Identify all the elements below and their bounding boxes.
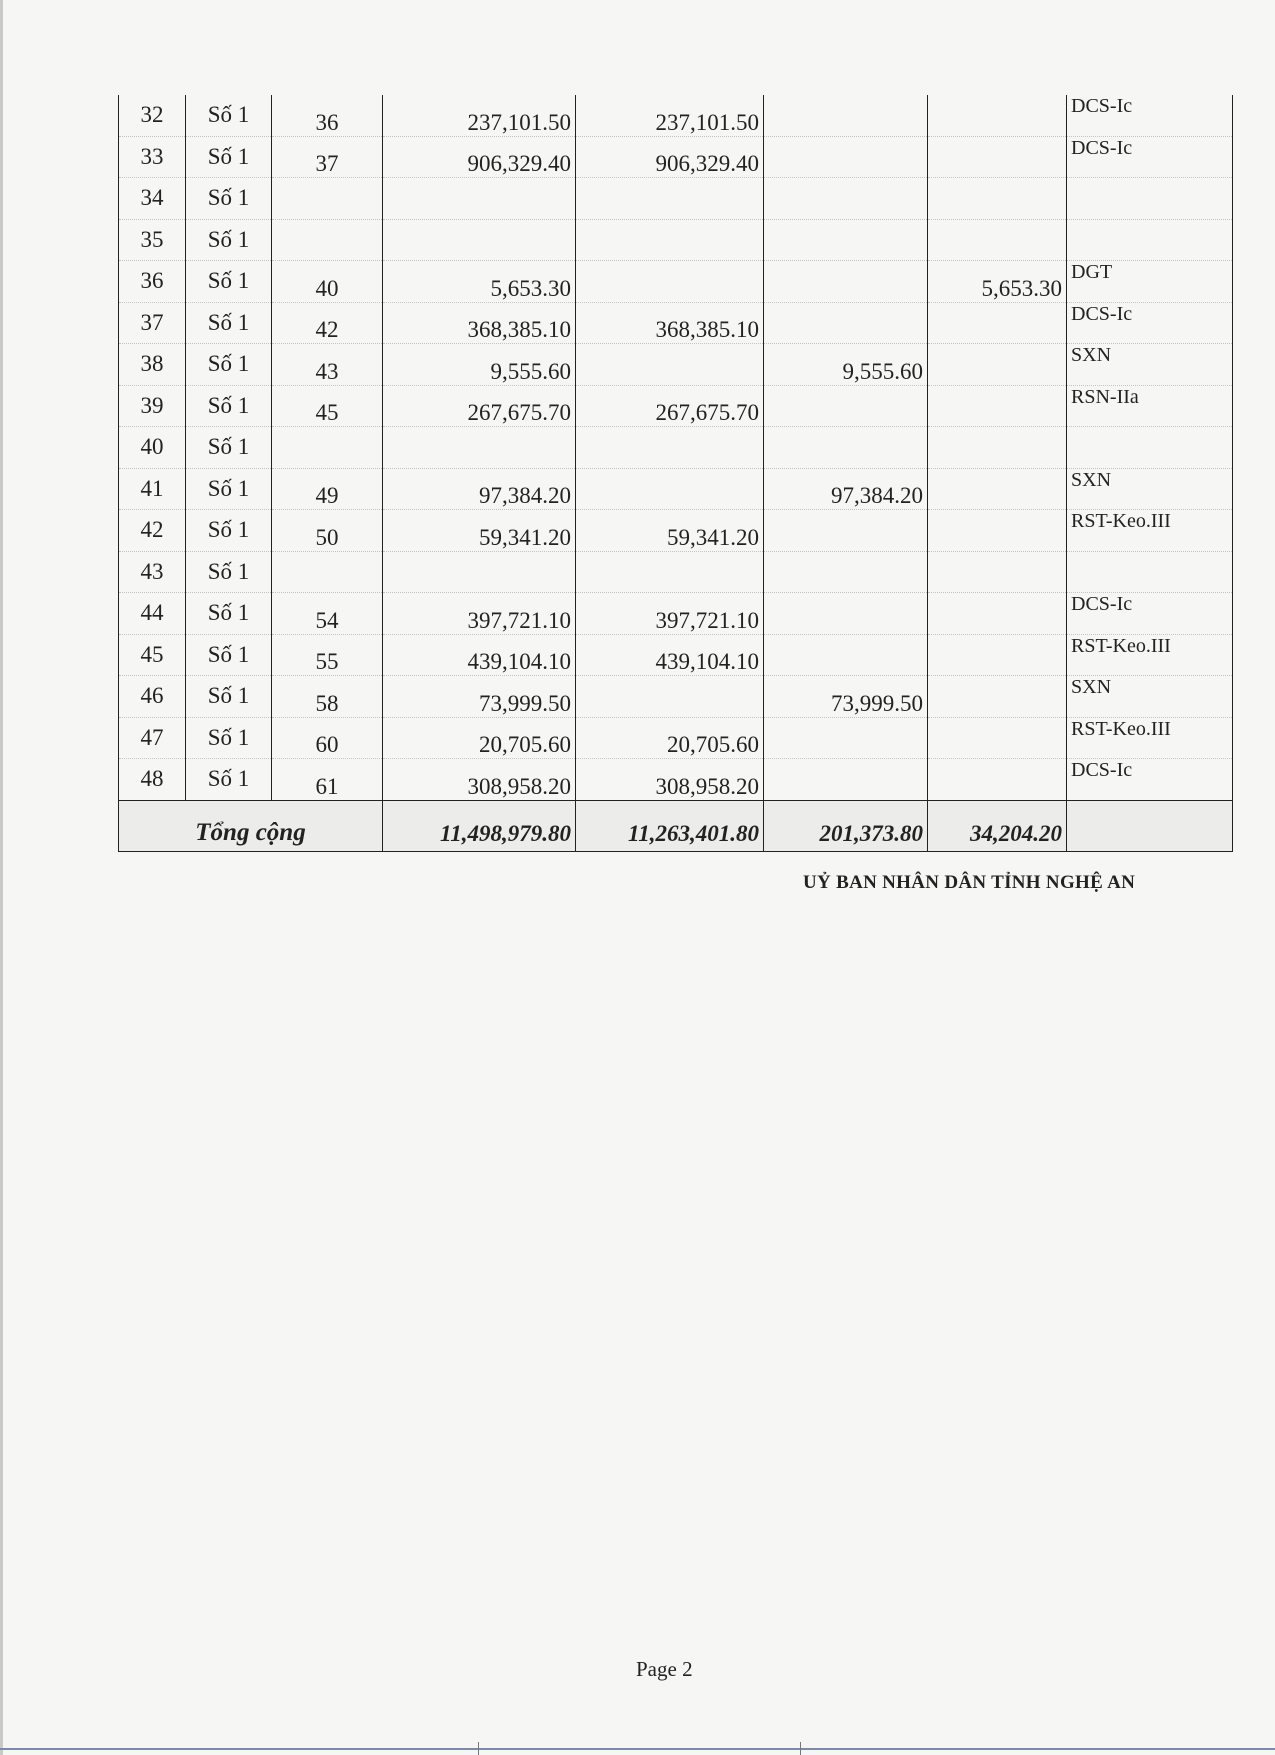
row-code: SXN xyxy=(1067,344,1233,386)
row-col-a: 267,675.70 xyxy=(576,385,764,427)
table-row xyxy=(119,468,1233,510)
row-thua: 58 xyxy=(272,676,383,718)
row-to: Số 1 xyxy=(186,136,272,178)
row-stt: 47 xyxy=(119,717,186,759)
row-col-b xyxy=(764,593,928,635)
row-thua: 55 xyxy=(272,634,383,676)
table-row xyxy=(119,344,1233,386)
total-area: 11,498,979.80 xyxy=(383,800,576,851)
table-row xyxy=(119,136,1233,178)
row-col-b xyxy=(764,759,928,801)
row-total-area: 368,385.10 xyxy=(383,302,576,344)
bottom-tick xyxy=(478,1742,479,1755)
row-total-area: 308,958.20 xyxy=(383,759,576,801)
row-col-a xyxy=(576,219,764,261)
row-total-area xyxy=(383,427,576,469)
row-code xyxy=(1067,178,1233,220)
row-code: DCS-Ic xyxy=(1067,302,1233,344)
total-col-c: 34,204.20 xyxy=(928,800,1067,851)
signature-authority: UỶ BAN NHÂN DÂN TỈNH NGHỆ AN xyxy=(803,872,1136,893)
row-stt: 34 xyxy=(119,178,186,220)
row-code xyxy=(1067,427,1233,469)
row-stt: 40 xyxy=(119,427,186,469)
row-col-b: 97,384.20 xyxy=(764,468,928,510)
row-total-area: 9,555.60 xyxy=(383,344,576,386)
row-total-area: 20,705.60 xyxy=(383,717,576,759)
row-to: Số 1 xyxy=(186,717,272,759)
row-col-c xyxy=(928,551,1067,593)
row-col-c xyxy=(928,759,1067,801)
row-stt: 48 xyxy=(119,759,186,801)
table-row xyxy=(119,261,1233,303)
table-row xyxy=(119,95,1233,136)
row-to: Số 1 xyxy=(186,178,272,220)
row-stt: 38 xyxy=(119,344,186,386)
table-row xyxy=(119,510,1233,552)
row-to: Số 1 xyxy=(186,219,272,261)
row-col-a: 397,721.10 xyxy=(576,593,764,635)
total-row xyxy=(119,800,1233,851)
row-col-b xyxy=(764,717,928,759)
total-col-a: 11,263,401.80 xyxy=(576,800,764,851)
row-thua: 60 xyxy=(272,717,383,759)
table-row xyxy=(119,634,1233,676)
row-code xyxy=(1067,551,1233,593)
table-row xyxy=(119,717,1233,759)
row-col-a: 20,705.60 xyxy=(576,717,764,759)
row-stt: 46 xyxy=(119,676,186,718)
row-col-a xyxy=(576,261,764,303)
row-col-b xyxy=(764,178,928,220)
row-code: SXN xyxy=(1067,676,1233,718)
row-to: Số 1 xyxy=(186,302,272,344)
row-col-a xyxy=(576,178,764,220)
row-to: Số 1 xyxy=(186,344,272,386)
bottom-rule xyxy=(0,1748,1275,1750)
row-col-a xyxy=(576,676,764,718)
table-body xyxy=(119,95,1233,800)
row-thua xyxy=(272,427,383,469)
row-to: Số 1 xyxy=(186,634,272,676)
total-col-b: 201,373.80 xyxy=(764,800,928,851)
row-col-c xyxy=(928,219,1067,261)
row-col-c xyxy=(928,178,1067,220)
row-col-a xyxy=(576,468,764,510)
row-col-c xyxy=(928,136,1067,178)
row-thua: 43 xyxy=(272,344,383,386)
table-row xyxy=(119,676,1233,718)
row-code xyxy=(1067,219,1233,261)
row-stt: 45 xyxy=(119,634,186,676)
row-col-b xyxy=(764,219,928,261)
row-col-a xyxy=(576,427,764,469)
row-thua xyxy=(272,551,383,593)
row-col-b: 73,999.50 xyxy=(764,676,928,718)
row-to: Số 1 xyxy=(186,593,272,635)
row-col-a: 906,329.40 xyxy=(576,136,764,178)
row-thua: 45 xyxy=(272,385,383,427)
row-to: Số 1 xyxy=(186,551,272,593)
row-to: Số 1 xyxy=(186,427,272,469)
row-thua xyxy=(272,219,383,261)
row-col-b xyxy=(764,427,928,469)
row-col-b xyxy=(764,95,928,136)
row-code: RST-Keo.III xyxy=(1067,510,1233,552)
page-number: Page 2 xyxy=(636,1657,693,1681)
row-thua: 42 xyxy=(272,302,383,344)
row-code: DCS-Ic xyxy=(1067,136,1233,178)
row-thua: 54 xyxy=(272,593,383,635)
row-col-b xyxy=(764,551,928,593)
row-col-b xyxy=(764,302,928,344)
row-total-area xyxy=(383,178,576,220)
row-col-c xyxy=(928,385,1067,427)
row-col-b: 9,555.60 xyxy=(764,344,928,386)
bottom-tick xyxy=(800,1742,801,1755)
row-total-area xyxy=(383,551,576,593)
row-total-area: 906,329.40 xyxy=(383,136,576,178)
row-stt: 33 xyxy=(119,136,186,178)
row-col-a: 308,958.20 xyxy=(576,759,764,801)
row-to: Số 1 xyxy=(186,759,272,801)
table-row xyxy=(119,385,1233,427)
row-to: Số 1 xyxy=(186,676,272,718)
table-row xyxy=(119,427,1233,469)
table-row xyxy=(119,593,1233,635)
row-stt: 35 xyxy=(119,219,186,261)
row-col-c xyxy=(928,344,1067,386)
row-total-area xyxy=(383,219,576,261)
row-to: Số 1 xyxy=(186,261,272,303)
row-stt: 32 xyxy=(119,95,186,136)
row-code: DGT xyxy=(1067,261,1233,303)
row-to: Số 1 xyxy=(186,510,272,552)
row-thua: 36 xyxy=(272,95,383,136)
row-total-area: 397,721.10 xyxy=(383,593,576,635)
row-col-a xyxy=(576,344,764,386)
row-to: Số 1 xyxy=(186,95,272,136)
row-col-a: 237,101.50 xyxy=(576,95,764,136)
row-col-a: 59,341.20 xyxy=(576,510,764,552)
row-total-area: 59,341.20 xyxy=(383,510,576,552)
row-stt: 37 xyxy=(119,302,186,344)
row-col-a: 439,104.10 xyxy=(576,634,764,676)
row-col-c: 5,653.30 xyxy=(928,261,1067,303)
table-row xyxy=(119,178,1233,220)
scan-edge xyxy=(0,0,3,1755)
row-code: RSN-IIa xyxy=(1067,385,1233,427)
row-total-area: 237,101.50 xyxy=(383,95,576,136)
row-col-c xyxy=(928,717,1067,759)
row-total-area: 5,653.30 xyxy=(383,261,576,303)
row-to: Số 1 xyxy=(186,468,272,510)
row-stt: 44 xyxy=(119,593,186,635)
total-label: Tổng cộng xyxy=(119,800,383,851)
row-col-c xyxy=(928,302,1067,344)
row-col-c xyxy=(928,510,1067,552)
row-code: SXN xyxy=(1067,468,1233,510)
row-code: DCS-Ic xyxy=(1067,95,1233,136)
row-stt: 36 xyxy=(119,261,186,303)
row-code: DCS-Ic xyxy=(1067,593,1233,635)
row-stt: 43 xyxy=(119,551,186,593)
row-col-b xyxy=(764,634,928,676)
row-to: Số 1 xyxy=(186,385,272,427)
table-row xyxy=(119,759,1233,801)
row-col-c xyxy=(928,468,1067,510)
row-thua: 40 xyxy=(272,261,383,303)
table-row xyxy=(119,302,1233,344)
row-code: RST-Keo.III xyxy=(1067,717,1233,759)
row-col-a xyxy=(576,551,764,593)
row-stt: 39 xyxy=(119,385,186,427)
row-col-b xyxy=(764,261,928,303)
row-total-area: 267,675.70 xyxy=(383,385,576,427)
row-total-area: 97,384.20 xyxy=(383,468,576,510)
row-thua: 61 xyxy=(272,759,383,801)
table-row xyxy=(119,551,1233,593)
row-col-b xyxy=(764,510,928,552)
row-col-c xyxy=(928,634,1067,676)
row-thua: 37 xyxy=(272,136,383,178)
row-col-a: 368,385.10 xyxy=(576,302,764,344)
row-col-b xyxy=(764,136,928,178)
row-thua xyxy=(272,178,383,220)
row-col-c xyxy=(928,676,1067,718)
row-stt: 41 xyxy=(119,468,186,510)
row-total-area: 439,104.10 xyxy=(383,634,576,676)
row-thua: 50 xyxy=(272,510,383,552)
row-total-area: 73,999.50 xyxy=(383,676,576,718)
row-stt: 42 xyxy=(119,510,186,552)
row-code: DCS-Ic xyxy=(1067,759,1233,801)
table-row xyxy=(119,219,1233,261)
total-code xyxy=(1067,800,1233,851)
row-col-c xyxy=(928,427,1067,469)
row-col-c xyxy=(928,593,1067,635)
row-thua: 49 xyxy=(272,468,383,510)
row-col-c xyxy=(928,95,1067,136)
land-area-table xyxy=(118,95,1233,852)
row-col-b xyxy=(764,385,928,427)
row-code: RST-Keo.III xyxy=(1067,634,1233,676)
